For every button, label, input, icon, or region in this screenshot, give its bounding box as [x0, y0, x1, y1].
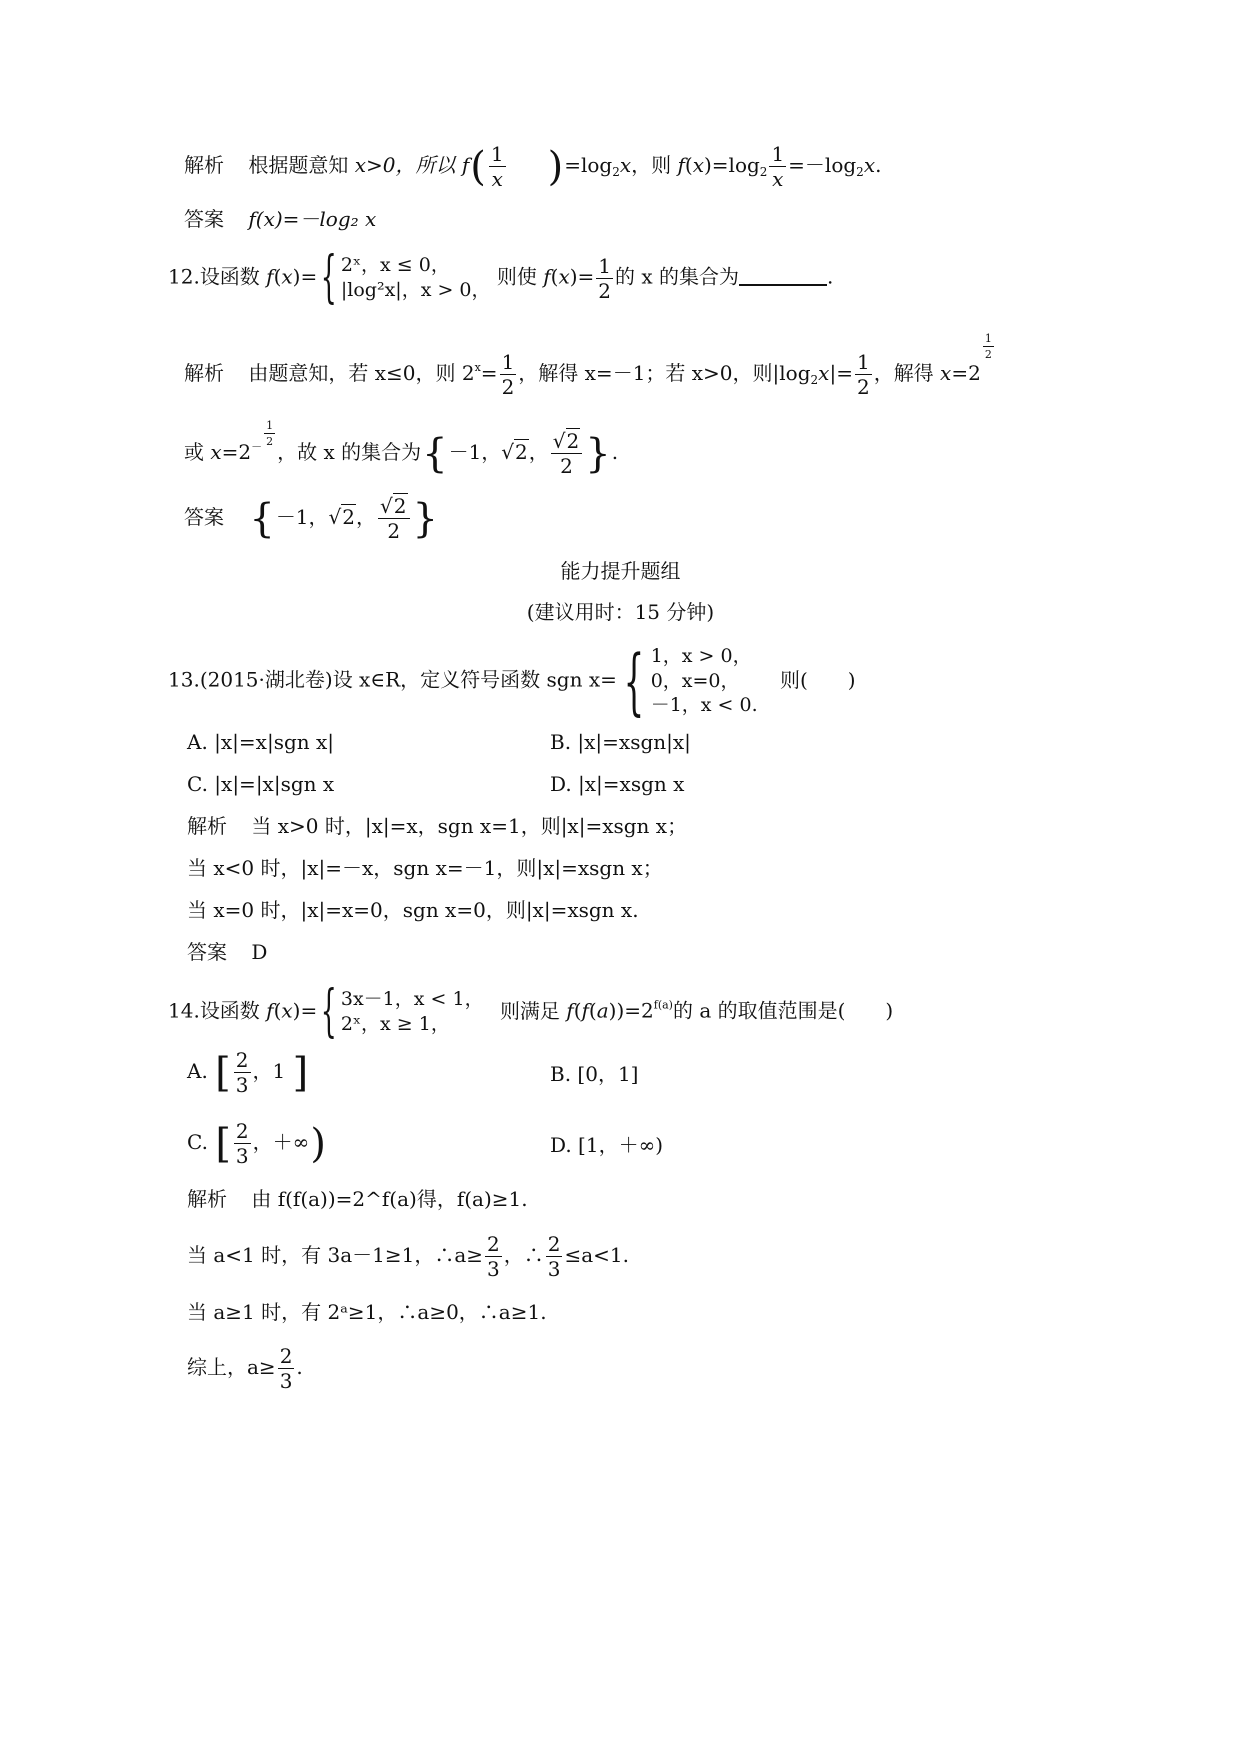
q13-answer-line	[187, 942, 267, 962]
q13-option-d: D. |x|=xsgn x	[550, 772, 685, 796]
analysis-label: 解析	[184, 153, 224, 177]
analysis-label: 解析	[187, 814, 227, 838]
q14-option-c: C. [ $\frac{2}{3}$ ，＋∞)	[187, 1119, 326, 1168]
q14-analysis-line2: 当 a<1 时，有 3a－1≥1，∴a≥ $\frac{2}{3}$ ，∴ $\frac{2}{3}$ ≤a<1.	[187, 1232, 630, 1281]
answer-blank	[739, 266, 827, 286]
q13-stem: 13.(2015·湖北卷)设 x∈R，定义符号函数 sgn x={ 1，x > 0， 0，x=0， －1，x < 0. 则( )	[168, 639, 856, 724]
q14-analysis-line3: 当 a≥1 时，有 2ᵃ≥1，∴a≥0，∴a≥1.	[187, 1300, 547, 1324]
q14-stem: 14.设函数 f(x)={ 3x－1，x < 1， 2ˣ，x ≥ 1， 则满足 $f(f(a))=2^{f(a)}$的 a 的取值范围是( )	[168, 979, 894, 1044]
analysis-label: 解析	[184, 361, 224, 385]
q14-option-b: B. [0，1]	[550, 1062, 639, 1086]
q13-analysis-line1: 解析 当 x>0 时，|x|=x，sgn x=1，则|x|=xsgn x；	[187, 814, 688, 838]
section-subtitle: (建议用时：15 分钟)	[526, 600, 715, 624]
q12-stem: 12.设函数 f(x)={ 2ˣ，x ≤ 0， |log²x|，x > 0， 则使 f(x)= $\frac{1}{2}$ 的 x 的集合为 .	[168, 245, 834, 310]
answer-label: 答案	[187, 940, 227, 964]
q13-analysis-line2: 当 x<0 时，|x|=－x，sgn x=－1，则|x|=xsgn x；	[187, 856, 663, 880]
source-tag: (2015·湖北卷)	[199, 667, 333, 692]
answer-value: D	[251, 940, 268, 964]
q14-analysis-line1: 解析 由 f(f(a))=2^f(a)得，f(a)≥1.	[187, 1187, 528, 1211]
p11-answer-line	[184, 209, 376, 229]
analysis-label: 解析	[187, 1187, 227, 1211]
q14-analysis-line4: 综上，a≥ $\frac{2}{3}$ .	[187, 1344, 303, 1393]
q13-option-b: B. |x|=xsgn|x|	[550, 730, 691, 754]
piecewise-cases: 2ˣ，x ≤ 0， |log²x|，x > 0，	[340, 254, 491, 301]
answer-value: {－1，√2， $\frac{√2}{2}$ }	[249, 494, 438, 543]
piecewise-cases: 3x－1，x < 1， 2ˣ，x ≥ 1，	[340, 988, 484, 1035]
q14-option-d: D. [1，＋∞)	[550, 1133, 664, 1157]
section-title: 能力提升题组	[560, 559, 681, 583]
answer-label: 答案	[184, 207, 224, 231]
answer-label: 答案	[184, 505, 224, 529]
q12-analysis-line1: 解析 由题意知，若 x≤0，则 $2^x=$ $\frac{1}{2}$ ，解得 x=－1；若 x>0，则$|\log_2x|=$ $\frac{1}{2}$ ，解得 x=2 $\frac{1}{2}$	[184, 332, 992, 399]
q13-option-a: A. |x|=x|sgn x|	[187, 730, 335, 754]
q13-option-c: C. |x|=|x|sgn x	[187, 772, 335, 796]
piecewise-cases: 1，x > 0， 0，x=0， －1，x < 0.	[650, 645, 758, 717]
question-number: 13.	[168, 667, 200, 692]
question-number: 12.	[168, 264, 200, 289]
answer-value: f(x)=－log₂ x	[248, 207, 377, 231]
q12-answer-line	[184, 496, 439, 541]
question-number: 14.	[168, 998, 200, 1023]
q13-analysis-line3: 当 x=0 时，|x|=x=0，sgn x=0，则|x|=xsgn x.	[187, 898, 639, 922]
p11-analysis-line: 解析 根据题意知 x>0，所以 f( $\frac{1}{x}$ )$=\log_2x$，则 $f(x)=\log_2$ $\frac{1}{x}$ $=-\log_2x$.	[184, 142, 882, 191]
q12-analysis-line2: 或 x=2－ $\frac{1}{2}$ ，故 x 的集合为{－1，√2， $\frac{√2}{2}$ }.	[184, 419, 619, 478]
q14-option-a: A. [ $\frac{2}{3}$ ，1 ]	[187, 1048, 309, 1097]
